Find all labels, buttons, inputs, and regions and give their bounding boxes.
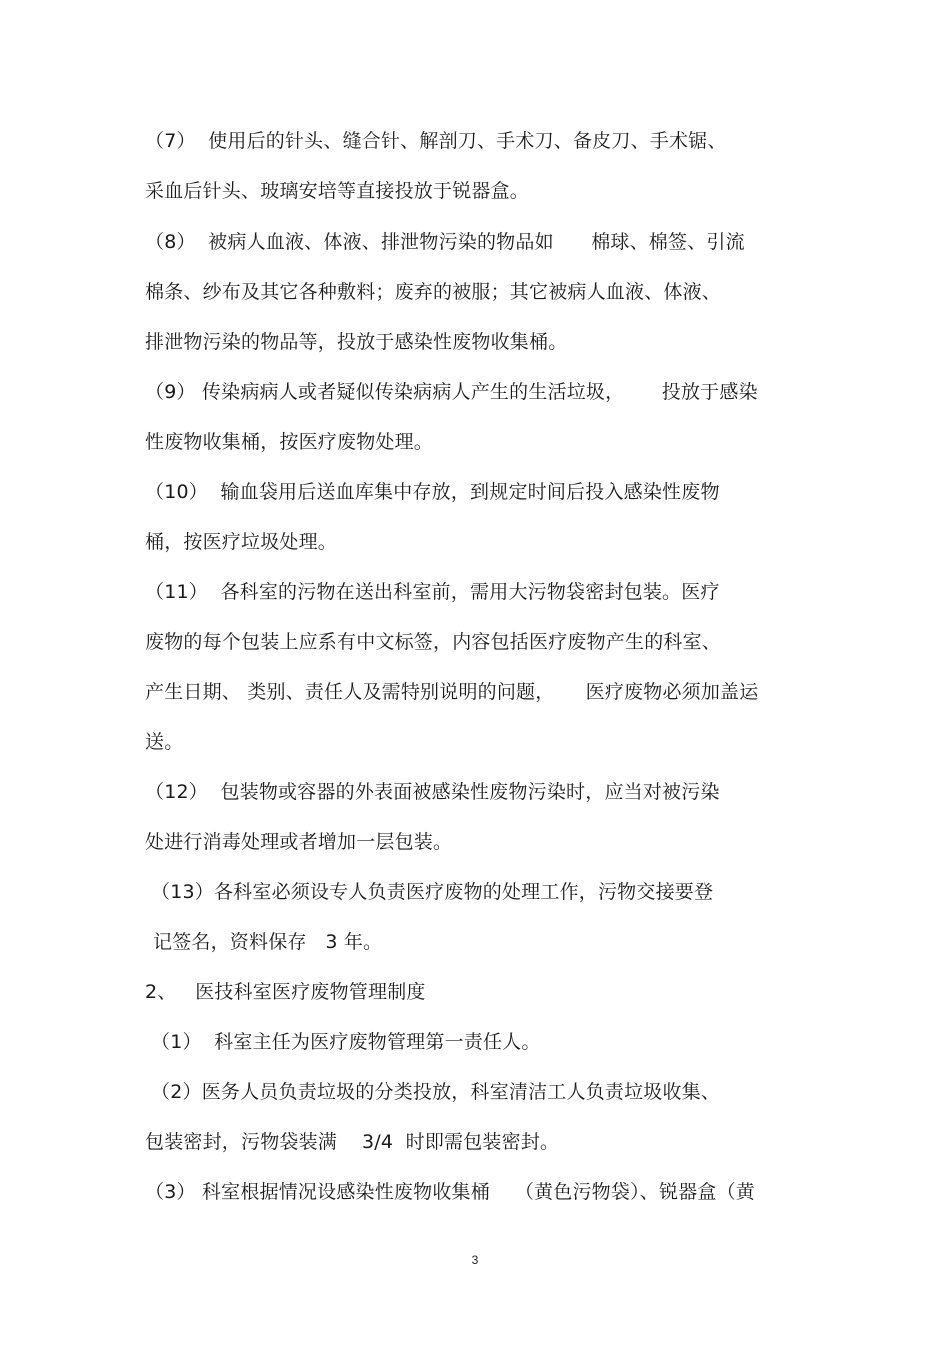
text-line: 排泄物污染的物品等，投放于感染性废物收集桶。: [145, 331, 568, 353]
text-line: （10） 输血袋用后送血库集中存放，到规定时间后投入感染性废物: [145, 481, 720, 503]
text-line: 记签名，资料保存 3 年。: [153, 931, 383, 953]
section-heading: 2、 医技科室医疗废物管理制度: [145, 981, 426, 1003]
text-line: （9） 传染病病人或者疑似传染病病人产生的生活垃圾， 投放于感染: [145, 381, 758, 403]
text-line: （12） 包装物或容器的外表面被感染性废物污染时，应当对被污染: [145, 781, 720, 803]
text-line: （1） 科室主任为医疗废物管理第一责任人。: [151, 1031, 541, 1053]
text-line: 废物的每个包装上应系有中文标签，内容包括医疗废物产生的科室、: [145, 631, 722, 653]
text-line: 桶，按医疗垃圾处理。: [145, 531, 338, 553]
text-line: 包装密封，污物袋装满 3/4 时即需包装密封。: [145, 1131, 560, 1153]
text-line: （13）各科室必须设专人负责医疗废物的处理工作，污物交接要登: [151, 881, 714, 903]
text-line: （3） 科室根据情况设感染性废物收集桶 （黄色污物袋）、锐器盒（黄: [145, 1181, 755, 1203]
text-line: 棉条、纱布及其它各种敷料；废弃的被服；其它被病人血液、体液、: [145, 281, 722, 303]
text-line: 送。: [145, 731, 184, 753]
page-number: 3: [471, 1253, 479, 1267]
text-line: 采血后针头、玻璃安培等直接投放于锐器盒。: [145, 180, 530, 202]
text-line: 处进行消毒处理或者增加一层包装。: [145, 831, 453, 853]
text-line: （7） 使用后的针头、缝合针、解剖刀、手术刀、备皮刀、手术锯、: [145, 130, 727, 152]
text-line: 性废物收集桶，按医疗废物处理。: [145, 431, 434, 453]
text-line: 产生日期、 类别、责任人及需特别说明的问题， 医疗废物必须加盖运: [145, 681, 759, 703]
text-line: （8） 被病人血液、体液、排泄物污染的物品如 棉球、棉签、引流: [145, 231, 745, 253]
text-line: （2）医务人员负责垃圾的分类投放，科室清洁工人负责垃圾收集、: [151, 1081, 721, 1103]
text-line: （11） 各科室的污物在送出科室前，需用大污物袋密封包装。医疗: [145, 581, 720, 603]
